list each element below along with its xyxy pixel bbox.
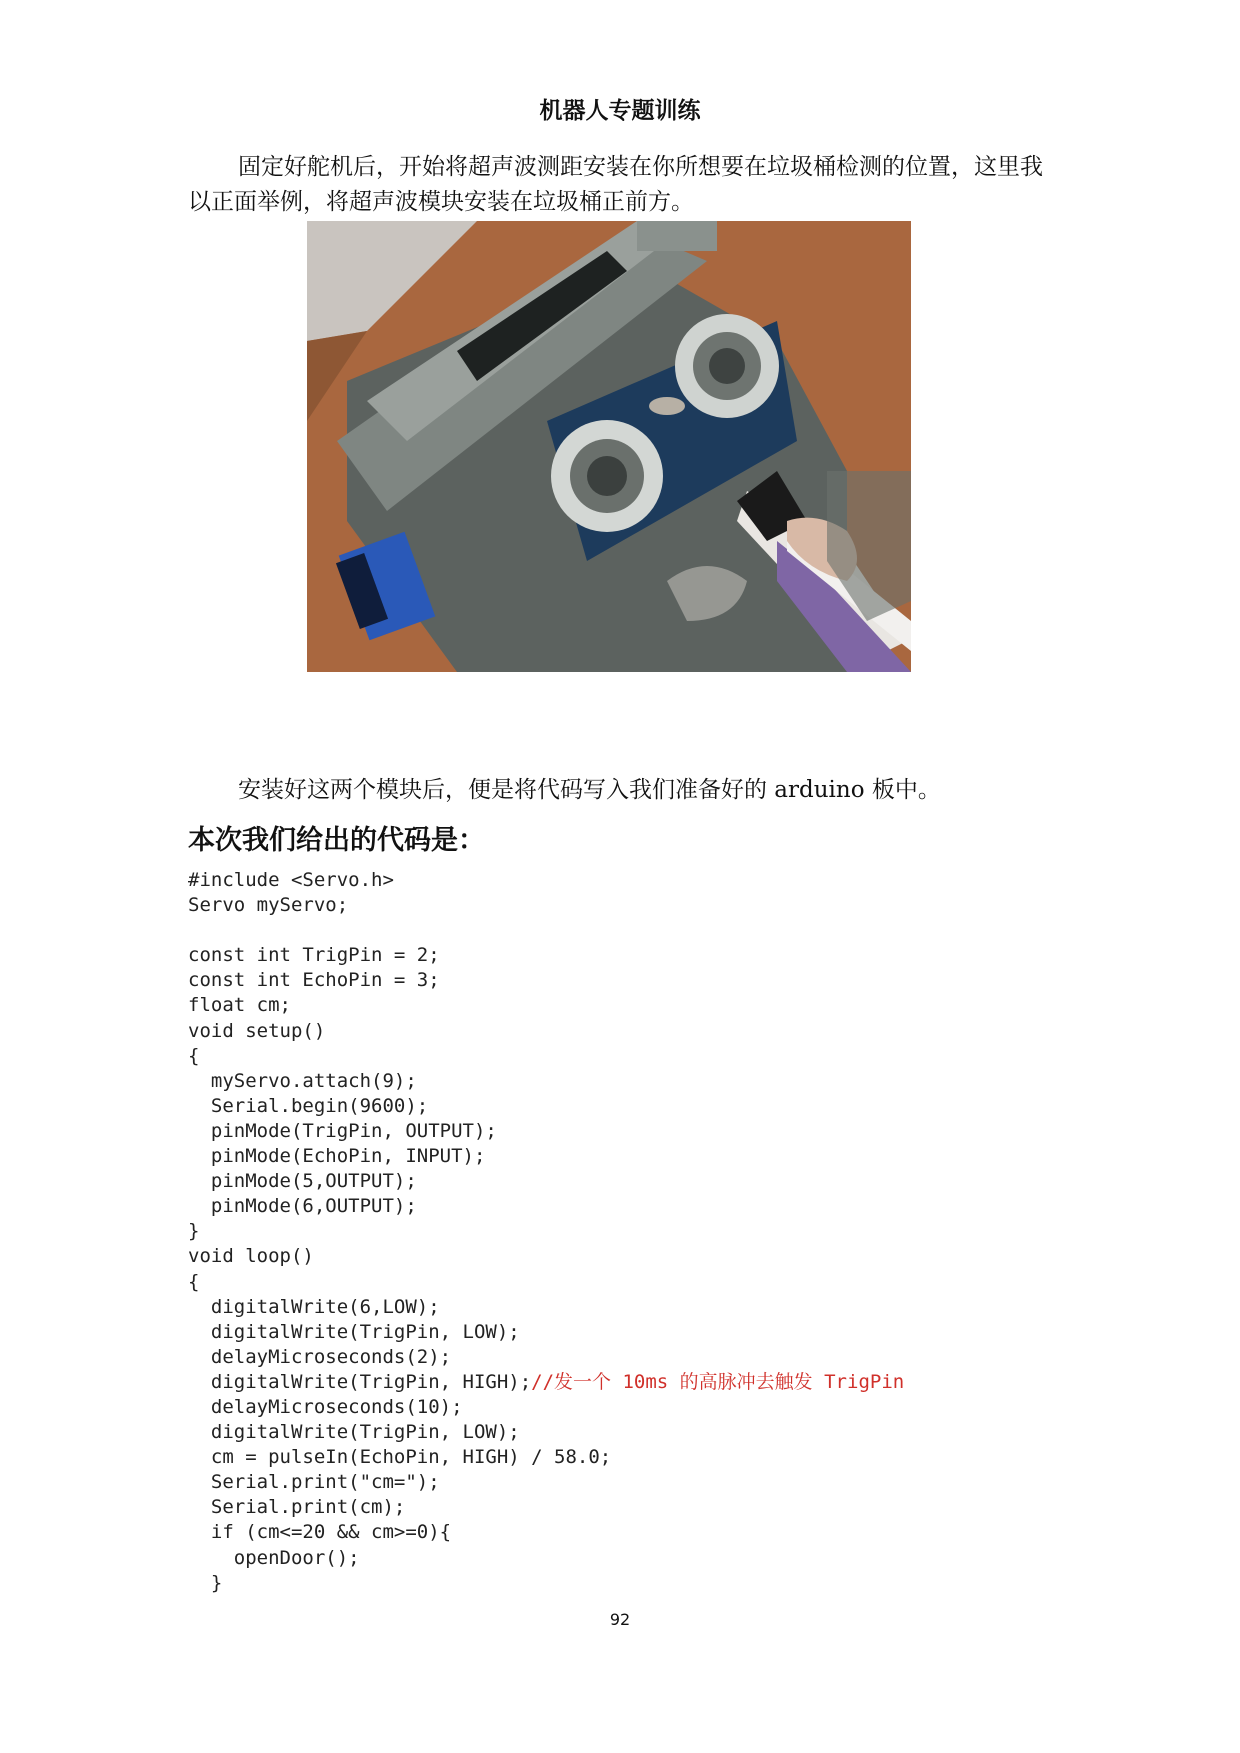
code-line [188, 1019, 904, 1044]
code-line [188, 1295, 904, 1320]
intro-paragraph: 固定好舵机后，开始将超声波测距安装在你所想要在垃圾桶检测的位置，这里我以正面举例，将超声波模块安装在垃圾桶正前方。 [188, 154, 1043, 215]
code-line [188, 968, 904, 993]
code-line [188, 893, 904, 918]
code-line [188, 1169, 904, 1194]
code-line [188, 1219, 904, 1244]
code-text: #include <Servo.h> [188, 869, 394, 891]
code-line [188, 1370, 904, 1395]
code-text: Serial.print(cm); [188, 1496, 406, 1519]
code-text: void setup() [188, 1019, 326, 1042]
page-number: 92 [609, 1610, 631, 1629]
code-text: { [188, 1044, 200, 1067]
code-line [188, 1345, 904, 1370]
code-line [188, 1571, 904, 1596]
code-text: const int TrigPin = 2; [188, 944, 440, 967]
code-text: cm = pulseIn(EchoPin, HIGH) / 58.0; [188, 1446, 612, 1469]
code-text: { [188, 1270, 200, 1293]
code-text: delayMicroseconds(2); [188, 1345, 452, 1368]
code-line [188, 1445, 904, 1470]
code-text: digitalWrite(6,LOW); [188, 1295, 440, 1318]
code-text: if (cm<=20 && cm>=0){ [188, 1521, 452, 1544]
code-text: } [188, 1220, 200, 1243]
code-line [188, 993, 904, 1018]
code-text: Servo myServo; [188, 894, 349, 917]
code-text: const int EchoPin = 3; [188, 969, 440, 992]
code-line [188, 1420, 904, 1445]
code-text: delayMicroseconds(10); [188, 1395, 463, 1418]
code-line [188, 1194, 904, 1219]
code-text: pinMode(5,OUTPUT); [188, 1170, 417, 1193]
code-line [188, 1520, 904, 1545]
code-line [188, 1094, 904, 1119]
code-line [188, 1144, 904, 1169]
code-line [188, 1270, 904, 1295]
code-text: digitalWrite(TrigPin, LOW); [188, 1421, 520, 1444]
code-line [188, 1546, 904, 1571]
page-header-title: 机器人专题训练 [539, 98, 701, 124]
section-heading: 本次我们给出的代码是： [188, 825, 485, 856]
code-line [188, 943, 904, 968]
code-block [188, 868, 904, 1596]
code-line [188, 1244, 904, 1269]
code-line [188, 1470, 904, 1495]
code-line [188, 1495, 904, 1520]
code-text: } [188, 1571, 223, 1594]
code-text: pinMode(6,OUTPUT); [188, 1195, 417, 1218]
trash-can-sensor-photo [307, 221, 911, 672]
code-text: digitalWrite(TrigPin, HIGH); [188, 1370, 532, 1393]
code-text: myServo.attach(9); [188, 1069, 417, 1092]
code-line [188, 1395, 904, 1420]
code-text: Serial.begin(9600); [188, 1094, 429, 1117]
code-text: digitalWrite(TrigPin, LOW); [188, 1320, 520, 1343]
code-text: openDoor(); [188, 1546, 360, 1569]
code-line [188, 1044, 904, 1069]
trash-can-sensor-illustration [307, 221, 911, 672]
code-line [188, 1069, 904, 1094]
code-text: pinMode(EchoPin, INPUT); [188, 1145, 486, 1168]
code-text: float cm; [188, 994, 291, 1017]
code-comment: //发一个 10ms 的高脉冲去触发 TrigPin [531, 1370, 905, 1393]
code-text: Serial.print("cm="); [188, 1471, 440, 1494]
code-text: void loop() [188, 1245, 314, 1268]
install-paragraph: 安装好这两个模块后，便是将代码写入我们准备好的 arduino 板中。 [238, 777, 941, 803]
code-text: pinMode(TrigPin, OUTPUT); [188, 1119, 497, 1142]
code-line [188, 868, 904, 893]
code-line [188, 918, 904, 943]
code-line [188, 1320, 904, 1345]
code-line [188, 1119, 904, 1144]
